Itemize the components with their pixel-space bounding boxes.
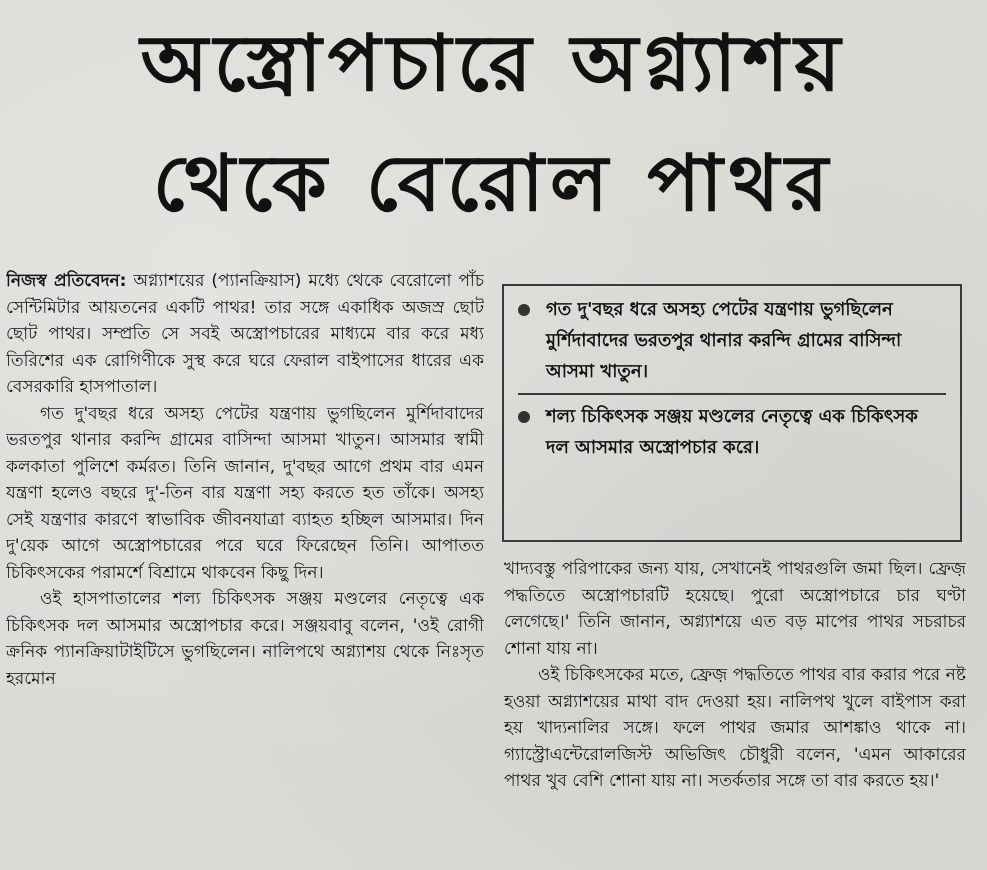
article-paragraph-5: ওই চিকিৎসকের মতে, ফ্রেজ় পদ্ধতিতে পাথর বার করার পরে নষ্ট হওয়া অগ্ন্যাশয়ের মাথা বাদ দেওয়া হয়। নালিপথ খুলে বাইপাস করা হয় খাদ্যনালির সঙ্গে। ফলে পাথর জমার আশঙ্কাও থাকে না। গ্যাস্ট্রোএন্টেরোলজিস্ট অভিজিৎ চৌধুরী বলেন, 'এমন আকারের পাথর খুব বেশি শোনা যায় না। সতর্কতার সঙ্গে তা বার করতে হয়।': [504, 665, 966, 791]
article-left-column: [6, 268, 484, 868]
highlight-box: [502, 284, 962, 542]
byline: নিজস্ব প্রতিবেদন:: [6, 271, 127, 291]
highlight-text-2: শল্য চিকিৎসক সঞ্জয় মণ্ডলের নেতৃত্বে এক চিকিৎসক দল আসমার অস্ত্রোপচার করে।: [546, 406, 918, 458]
highlight-text-1: গত দু'বছর ধরে অসহ্য পেটের যন্ত্রণায় ভুগছিলেন মুর্শিদাবাদের ভরতপুর থানার করন্দি গ্রামের বাসিন্দা আসমা খাতুন।: [546, 299, 902, 382]
article-right-column: [504, 556, 966, 868]
headline-line-1: অস্ত্রোপচারে অগ্ন্যাশয়: [140, 19, 847, 109]
article-paragraph-1: [6, 268, 484, 401]
article-paragraph-3: ওই হাসপাতালের শল্য চিকিৎসক সঞ্জয় মণ্ডলের নেতৃত্বে এক চিকিৎসক দল আসমার অস্ত্রোপচার করে। সঞ্জয়বাবু বলেন, 'ওই রোগী ক্রনিক প্যানক্রিয়াটাইটিসে ভুগছিলেন। নালিপথে অগ্ন্যাশয় থেকে নিঃসৃত হরমোন: [6, 589, 484, 689]
bullet-icon: [518, 411, 530, 423]
headline-line-2: থেকে বেরোল পাথর: [152, 139, 835, 229]
highlight-item: [518, 393, 946, 463]
article-paragraph-4: খাদ্যবস্তু পরিপাকের জন্য যায়, সেখানেই পাথরগুলি জমা ছিল। ফ্রেজ় পদ্ধতিতে অস্ত্রোপচারটি হয়েছে। পুরো অস্ত্রোপচারে চার ঘণ্টা লেগেছে।' তিনি জানান, অগ্ন্যাশয়ে এত বড় মাপের পাথর সচরাচর শোনা যায় না।: [504, 559, 966, 659]
bullet-icon: [518, 304, 530, 316]
paragraph-1-text: অগ্ন্যাশয়ের (প্যানক্রিয়াস) মধ্যে থেকে বেরোলো পাঁচ সেন্টিমিটার আয়তনের একটি পাথর! তার সঙ্গে একাধিক অজস্র ছোট ছোট পাথর। সম্প্রতি সে সবই অস্ত্রোপচারের মাধ্যমে বার করে মধ্য তিরিশের এক রোগিণীকে সুস্থ করে ঘরে ফেরাল বাইপাসের ধারের এক বেসরকারি হাসপাতাল।: [6, 271, 484, 397]
article-paragraph-2: গত দু'বছর ধরে অসহ্য পেটের যন্ত্রণায় ভুগছিলেন মুর্শিদাবাদের ভরতপুর থানার করন্দি গ্রামের বাসিন্দা আসমা খাতুন। আসমার স্বামী কলকাতা পুলিশে কর্মরত। তিনি জানান, দু'বছর আগে প্রথম বার এমন যন্ত্রণা হলেও বছরে দু'-তিন বার যন্ত্রণা সহ্য করতে হত তাঁকে। অসহ্য সেই যন্ত্রণার কারণে স্বাভাবিক জীবনযাত্রা ব্যাহত হচ্ছিল আসমার। দিন দু'য়েক আগে অস্ত্রোপচারের পরে ঘরে ফিরেছেন তিনি। আপাতত চিকিৎসকের পরামর্শে বিশ্রামে থাকবেন কিছু দিন।: [6, 403, 484, 583]
highlight-item: [518, 294, 946, 387]
